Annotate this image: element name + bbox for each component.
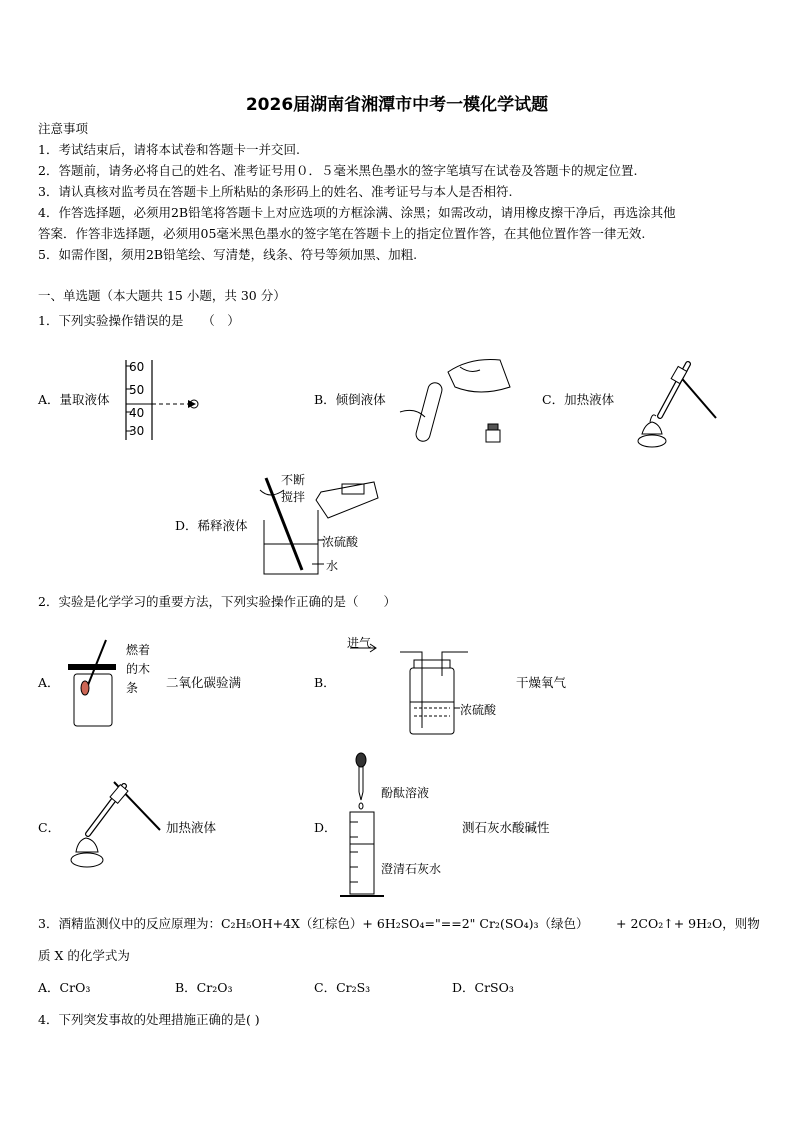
q2-option-d-letter: D． (314, 820, 337, 835)
burning-stick-label: 燃着 (126, 643, 151, 657)
heating-liquid-figure-2 (64, 772, 164, 872)
question-2-stem: 2．实验是化学学习的重要方法，下列实验操作正确的是（ ） (38, 594, 396, 609)
notice-item: 答案．作答非选择题，必须用05毫米黑色墨水的签字笔在答题卡上的指定位置作答，在其他位置作答一律无效. (38, 226, 646, 241)
scale-label: 30 (129, 424, 145, 438)
q3-option-a: A．CrO₃ (38, 980, 91, 995)
heating-liquid-figure (620, 356, 720, 456)
q1-option-a: A．量取液体 (38, 392, 110, 407)
notice-item: 4．作答选择题，必须用2B铅笔将答题卡上对应选项的方框涂满、涂黑；如需改动，请用橡皮擦干净后，再选涂其他 (38, 205, 676, 220)
gas-in-label: 进气 (347, 636, 372, 650)
q2-option-b-text: 干燥氧气 (516, 675, 567, 690)
scale-label: 50 (129, 383, 145, 397)
scale-label: 40 (129, 406, 145, 420)
notice-heading: 注意事项 (38, 121, 89, 136)
acid-label: 浓硫酸 (460, 703, 497, 717)
notice-item: 2．答题前，请务必将自己的姓名、准考证号用０．５毫米黑色墨水的签字笔填写在试卷及答题卡的规定位置. (38, 163, 638, 178)
question-1-stem: 1．下列实验操作错误的是 （ ） (38, 313, 240, 328)
q2-option-c-text: 加热液体 (166, 820, 217, 835)
question-4-stem: 4．下列突发事故的处理措施正确的是( ) (38, 1012, 260, 1027)
stir-label: 不断 (281, 473, 306, 487)
q2-option-d-text: 测石灰水酸碱性 (462, 820, 550, 835)
q2-option-b-letter: B． (314, 675, 336, 690)
limewater-label: 澄清石灰水 (381, 862, 442, 876)
q1-option-c: C．加热液体 (542, 392, 615, 407)
notice-item: 1．考试结束后，请将本试卷和答题卡一并交回. (38, 142, 300, 157)
q1-option-d: D．稀释液体 (175, 518, 248, 533)
pouring-liquid-figure (400, 352, 520, 452)
q3-option-c: C．Cr₂S₃ (314, 980, 371, 995)
burning-stick-label: 的木 (126, 662, 151, 676)
phenolphthalein-label: 酚酞溶液 (381, 786, 430, 800)
question-3-stem-cont: + 2CO₂↑+ 9H₂O，则物 (616, 916, 760, 931)
question-3-stem: 3．酒精监测仪中的反应原理为：C₂H₅OH+4X（红棕色）+ 6H₂SO₄="==2" Cr₂(SO₄)₃（绿色） (38, 916, 589, 931)
q3-option-d: D．CrSO₃ (452, 980, 514, 995)
stir-label: 搅拌 (281, 490, 306, 504)
notice-item: 3．请认真核对监考员在答题卡上所粘贴的条形码上的姓名、准考证号与本人是否相符. (38, 184, 513, 199)
q1-option-b: B．倾倒液体 (314, 392, 386, 407)
co2-test-figure (66, 638, 126, 730)
notice-item: 5．如需作图，须用2B铅笔绘、写清楚，线条、符号等须加黑、加粗. (38, 247, 418, 262)
acid-label: 浓硫酸 (322, 535, 359, 549)
question-3-stem-line2: 质 X 的化学式为 (38, 948, 130, 963)
gas-drying-bottle-figure (340, 646, 480, 742)
page-title: 2026届湖南省湘潭市中考一模化学试题 (245, 95, 549, 115)
burning-stick-label: 条 (126, 681, 139, 695)
q3-option-b: B．Cr₂O₃ (175, 980, 233, 995)
phenolphthalein-test-figure (340, 752, 390, 902)
q2-option-a-letter: A． (38, 675, 60, 690)
q2-option-a-text: 二氧化碳验满 (166, 675, 242, 690)
scale-label: 60 (129, 360, 145, 374)
water-label: 水 (326, 559, 339, 573)
section-heading: 一、单选题（本大题共 15 小题，共 30 分） (38, 288, 286, 303)
q2-option-c-letter: C． (38, 820, 61, 835)
